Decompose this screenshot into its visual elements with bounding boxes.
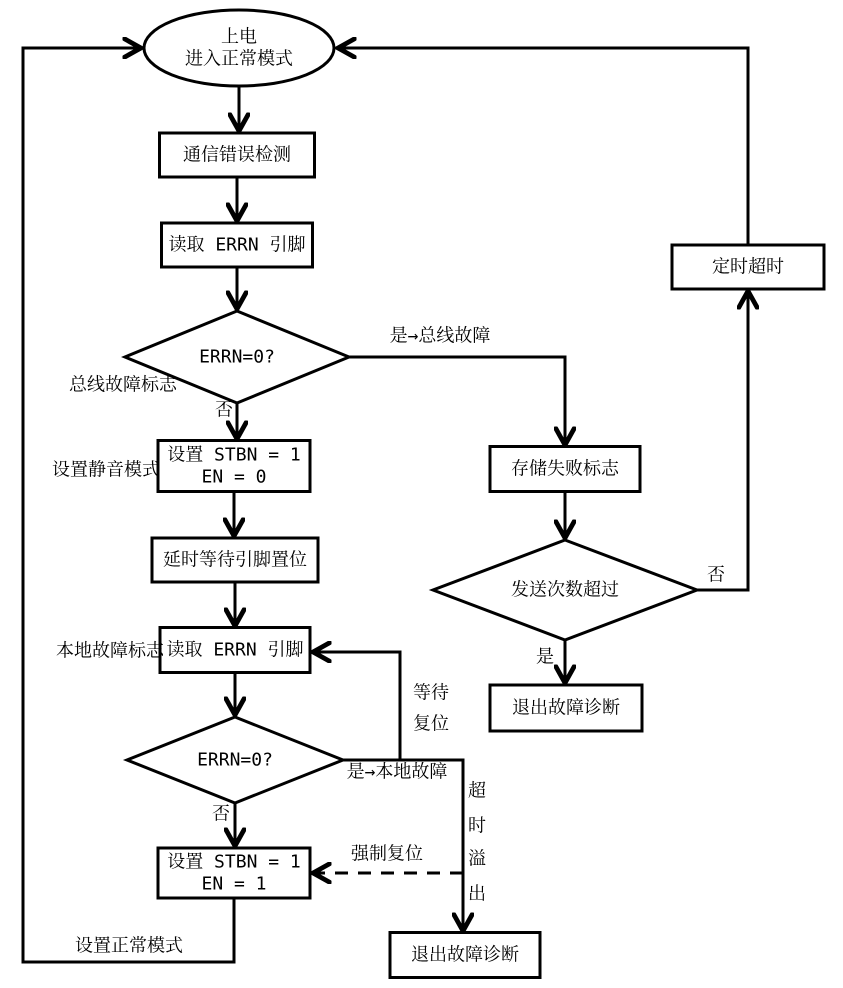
node-errn-check-2 xyxy=(127,717,343,803)
node-timer-timeout xyxy=(672,245,824,289)
timer-timeout-text: 定时超时 xyxy=(712,256,784,278)
send-count-check-text: 发送次数超过 xyxy=(511,579,619,601)
node-read-errn-pin-1 xyxy=(162,223,313,267)
set-normal-stbn-text: EN = 1 xyxy=(201,873,267,895)
label-no-label-1: 否 xyxy=(215,399,233,421)
node-set-silent-mode xyxy=(158,441,310,492)
label-yes-label-1: 是 xyxy=(536,646,554,668)
label-timeout-char-1: 超 xyxy=(468,780,486,802)
label-set-normal-label: 设置正常模式 xyxy=(75,935,183,957)
label-timeout-char-3: 溢 xyxy=(468,848,486,870)
label-yes-local-fault-label: 是→本地故障 xyxy=(346,761,448,783)
read-errn-pin-2-text: 读取 ERRN 引脚 xyxy=(166,639,304,661)
label-force-reset-label: 强制复位 xyxy=(351,843,423,865)
store-fail-flag-text: 存储失败标志 xyxy=(511,458,619,480)
node-exit-diagnosis-bottom xyxy=(390,933,540,978)
exit-diagnosis-bottom-text: 退出故障诊断 xyxy=(411,944,519,966)
node-send-count-check xyxy=(433,540,697,640)
edge-normal-to-start xyxy=(23,48,234,962)
exit-diagnosis-right-text: 退出故障诊断 xyxy=(512,697,620,719)
read-errn-pin-1-text: 读取 ERRN 引脚 xyxy=(168,234,306,256)
set-normal-stbn-text: 设置 STBN = 1 xyxy=(167,851,301,873)
node-comm-error-detect xyxy=(160,133,315,177)
label-wait-label: 等待 xyxy=(413,682,449,704)
node-delay-wait-pin xyxy=(152,538,318,582)
node-set-normal-stbn xyxy=(158,848,310,898)
node-store-fail-flag xyxy=(490,447,640,492)
label-timeout-char-4: 出 xyxy=(468,883,486,905)
node-exit-diagnosis-right xyxy=(490,685,642,731)
node-power-on-start xyxy=(144,10,334,86)
label-no-label-3: 否 xyxy=(707,564,725,586)
label-yes-bus-fault-label: 是→总线故障 xyxy=(389,325,491,347)
set-silent-mode-text: EN = 0 xyxy=(201,466,267,488)
errn-check-2-text: ERRN=0? xyxy=(197,749,273,771)
label-local-fault-flag-label: 本地故障标志 xyxy=(56,640,164,662)
label-set-silent-label: 设置静音模式 xyxy=(52,459,160,481)
delay-wait-pin-text: 延时等待引脚置位 xyxy=(163,549,307,571)
errn-check-1-text: ERRN=0? xyxy=(199,346,275,368)
label-bus-fault-flag-label: 总线故障标志 xyxy=(69,374,177,396)
edge-sendcheck-no-to-timer xyxy=(697,291,748,590)
label-no-label-2: 否 xyxy=(212,803,230,825)
label-reset-label: 复位 xyxy=(413,713,449,735)
set-silent-mode-text: 设置 STBN = 1 xyxy=(167,444,301,466)
node-read-errn-pin-2 xyxy=(160,628,310,673)
power-on-start-text: 进入正常模式 xyxy=(185,48,293,70)
comm-error-detect-text: 通信错误检测 xyxy=(183,144,291,166)
edge-timer-to-start xyxy=(338,48,748,245)
edge-wait-reset-loop xyxy=(313,652,400,760)
label-timeout-char-2: 时 xyxy=(468,815,486,837)
power-on-start-text: 上电 xyxy=(221,26,257,48)
edge-check1-yes-to-store xyxy=(349,357,565,445)
